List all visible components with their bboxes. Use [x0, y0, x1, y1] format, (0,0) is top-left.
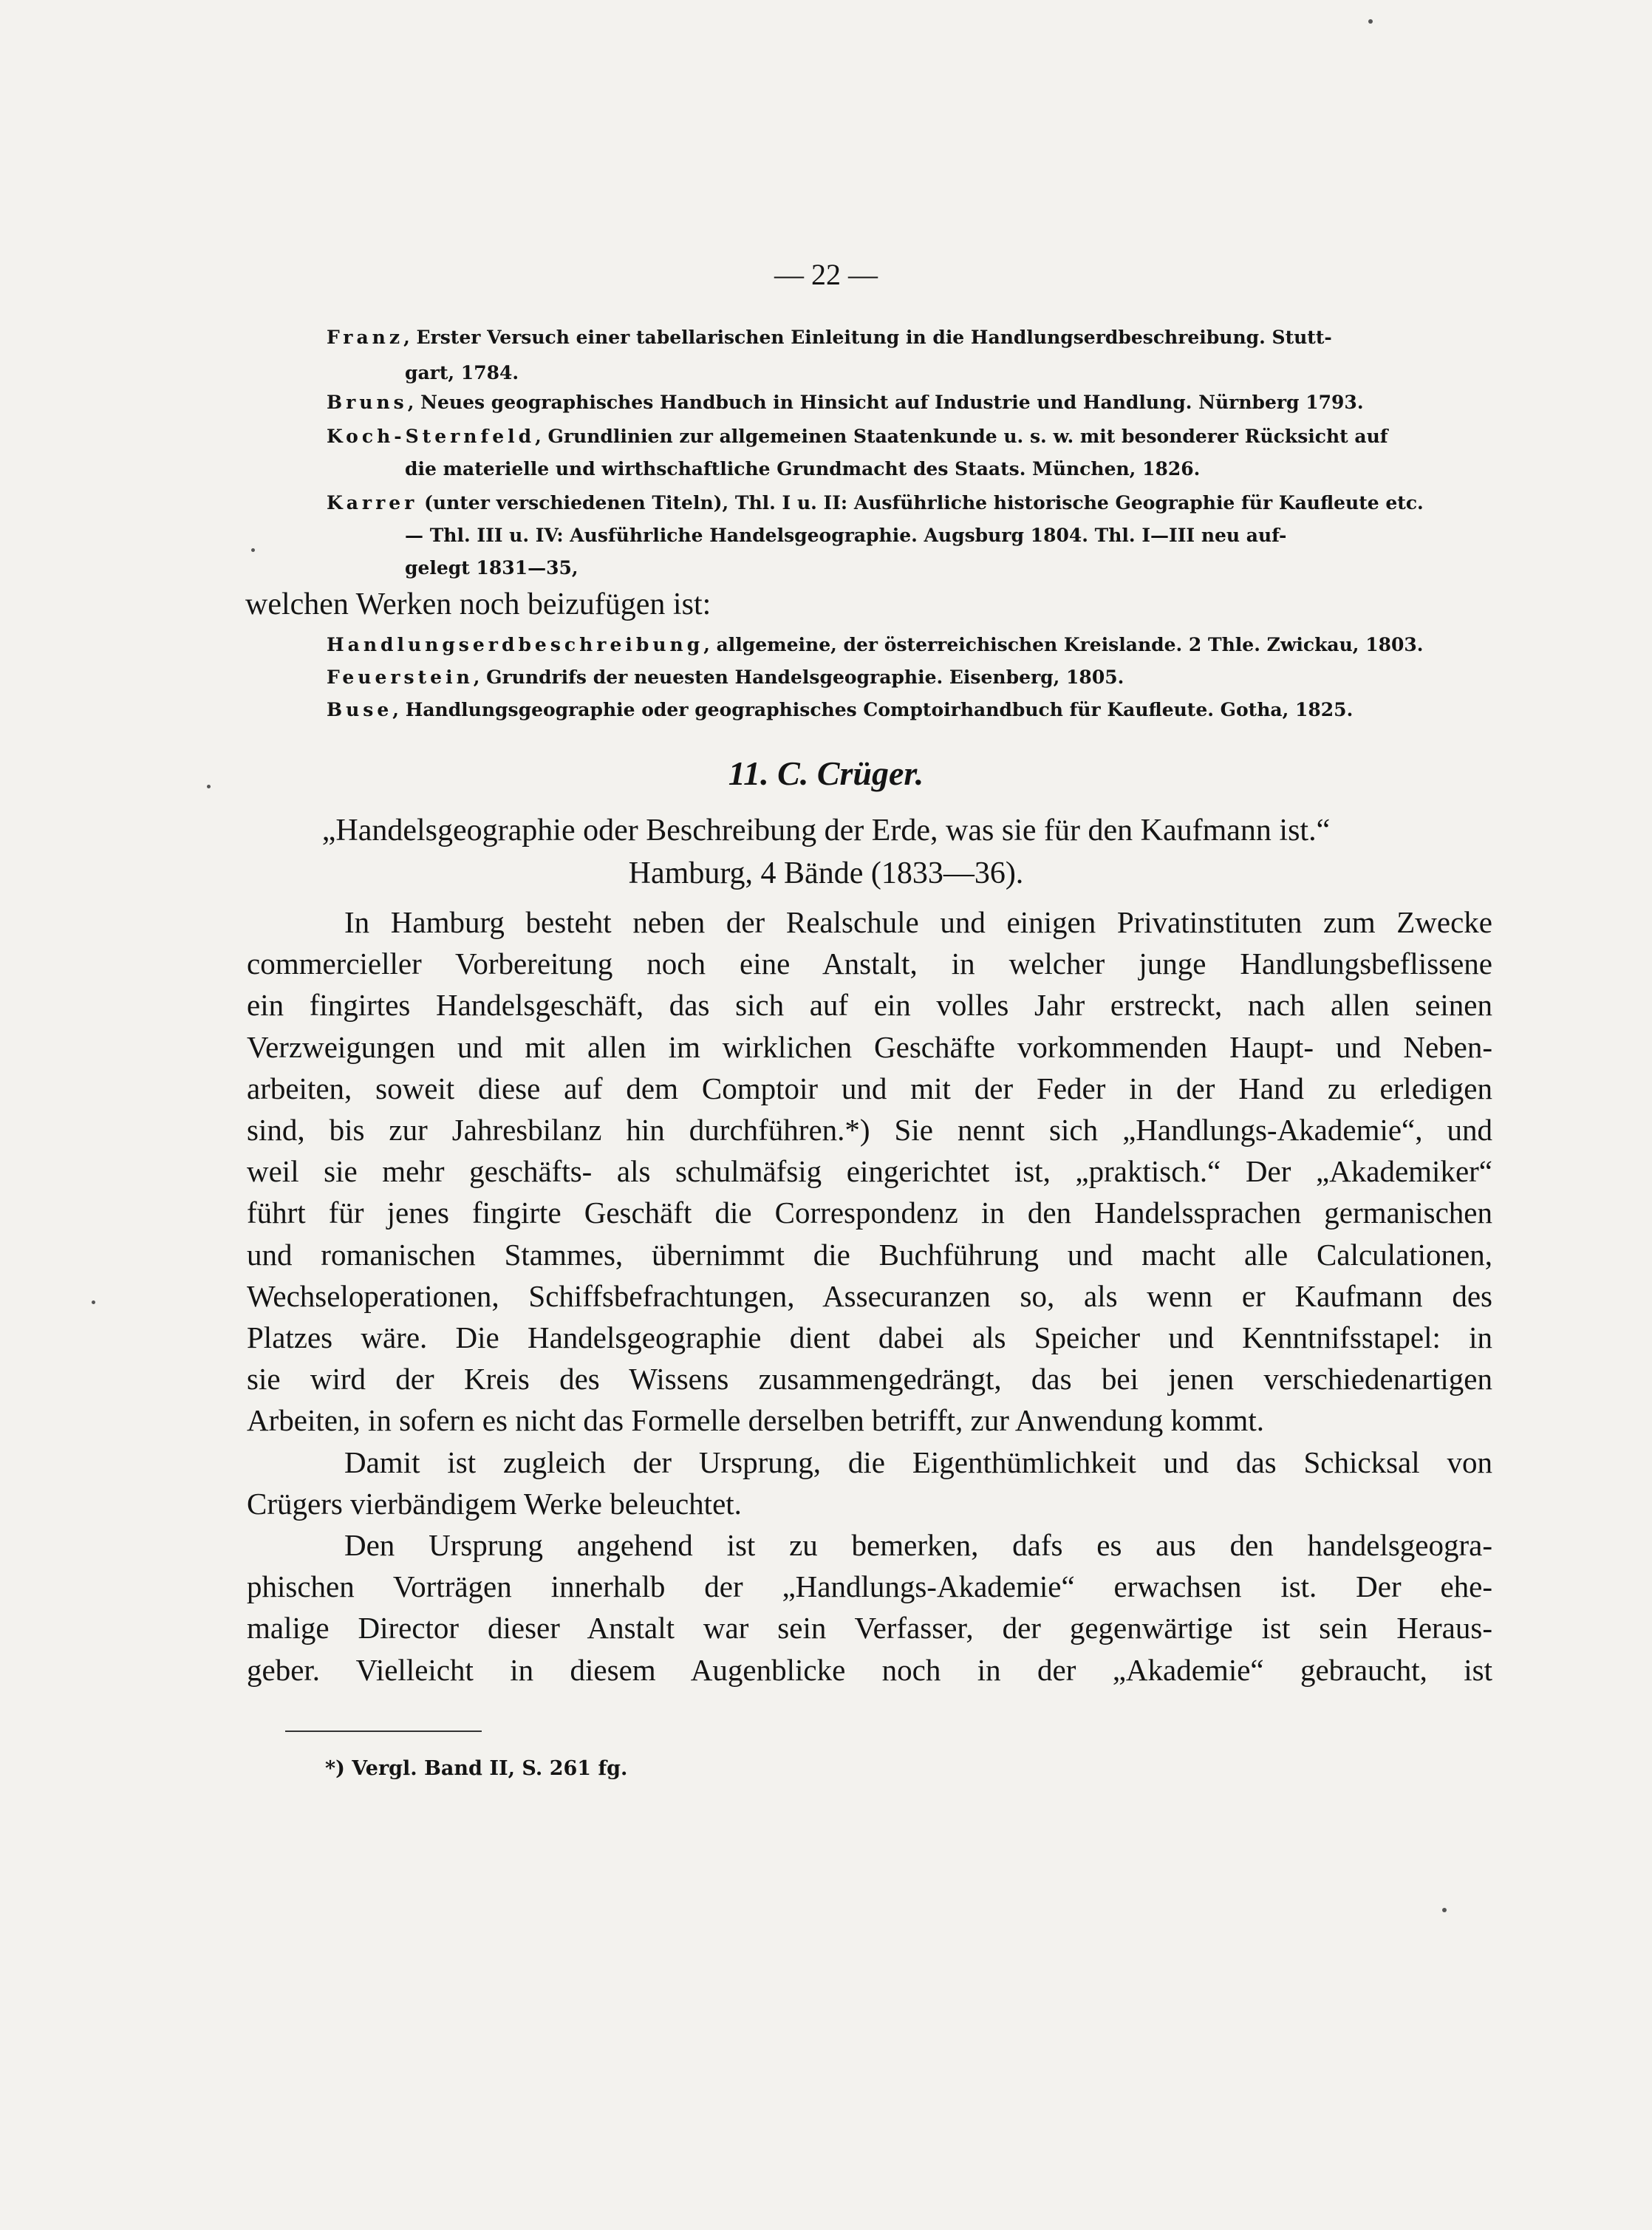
bib-entry-franz: [327, 325, 1509, 350]
text-line: weil sie mehr geschäfts- als schulmäfsig eingerichtet ist, „praktisch.“ Der „Akademiker“: [247, 1154, 1492, 1189]
bib-author: Handlungserdbeschreibung: [327, 634, 704, 655]
bib-entry-handlungserdbeschreibung: [327, 632, 1509, 658]
scan-speck: [251, 548, 255, 552]
text-line: Wechseloperationen, Schiffsbefrachtungen, Assecuranzen so, als wenn er Kaufmann des: [247, 1278, 1492, 1313]
bib-text: , Grundrifs der neuesten Handelsgeographie. Eisenberg, 1805.: [473, 666, 1124, 688]
bib-text: gart, 1784.: [405, 362, 519, 383]
bib-author: Buse: [327, 699, 393, 720]
text-line: Den Ursprung angehend ist zu bemerken, dafs es aus den handelsgeogra-: [344, 1528, 1492, 1563]
bib-entry-karrer-cont1: [405, 523, 1587, 548]
text-line: sie wird der Kreis des Wissens zusammengedrängt, das bei jenen verschiedenartigen: [247, 1362, 1492, 1397]
section-heading: 11. C. Crüger.: [728, 754, 924, 792]
bib-entry-koch-cont: [405, 457, 1587, 482]
text-line: führt für jenes fingirte Geschäft die Correspondenz in den Handelssprachen germanischen: [247, 1196, 1492, 1230]
text-line: Damit ist zugleich der Ursprung, die Eigenthümlichkeit und das Schicksal von: [344, 1445, 1492, 1479]
text-line: phischen Vorträgen innerhalb der „Handlungs-Akademie“ erwachsen ist. Der ehe-: [247, 1569, 1492, 1604]
text-line: In Hamburg besteht neben der Realschule und einigen Privatinstituten zum Zwecke: [344, 905, 1492, 939]
text-line: arbeiten, soweit diese auf dem Comptoir und mit der Feder in der Hand zu erledigen: [247, 1071, 1492, 1105]
paragraph-1: [247, 901, 1492, 1442]
bib-entry-koch: [327, 424, 1509, 449]
scan-speck: [92, 1300, 95, 1304]
bib-text: , Grundlinien zur allgemeinen Staatenkunde u. s. w. mit besonderer Rücksicht auf: [535, 426, 1388, 447]
bib-entry-bruns: [327, 390, 1509, 415]
bib-author: Franz: [327, 327, 404, 348]
text-line: geber. Vielleicht in diesem Augenblicke noch in der „Akademie“ gebraucht, ist: [247, 1652, 1492, 1687]
text-line: Crügers vierbändigem Werke beleuchtet.: [247, 1486, 742, 1521]
text-line: malige Director dieser Anstalt war sein Verfasser, der gegenwärtige ist sein Heraus-: [247, 1611, 1492, 1646]
bib-entry-buse: [327, 698, 1509, 723]
footnote-rule: [285, 1731, 482, 1732]
text-line: und romanischen Stammes, übernimmt die Buchführung und macht alle Calculationen,: [247, 1237, 1492, 1272]
bib-text: , Erster Versuch einer tabellarischen Einleitung in die Handlungserdbeschreibung. Stutt-: [403, 327, 1332, 348]
bib-author: Bruns: [327, 392, 408, 413]
text-line: sind, bis zur Jahresbilanz hin durchführen.*) Sie nennt sich „Handlungs-Akademie“, und: [247, 1113, 1492, 1148]
bib-entry-feuerstein: [327, 665, 1509, 690]
scan-speck: [1442, 1908, 1447, 1912]
paragraph-3: [247, 1524, 1492, 1691]
text-line: Verzweigungen und mit allen im wirklichen Geschäfte vorkommenden Haupt- und Neben-: [247, 1029, 1492, 1064]
page-number: — 22 —: [774, 258, 878, 291]
work-imprint: Hamburg, 4 Bände (1833—36).: [628, 856, 1024, 890]
bib-author: Koch-Sternfeld: [327, 426, 536, 447]
bib-text: , Handlungsgeographie oder geographisches Comptoirhandbuch für Kaufleute. Gotha, 1825.: [392, 699, 1354, 720]
bib-author: Feuerstein: [327, 666, 474, 688]
scan-speck: [207, 785, 211, 788]
footnote: *) Vergl. Band II, S. 261 fg.: [325, 1757, 628, 1780]
bib-entry-karrer-cont2: [405, 556, 1587, 581]
work-title: „Handelsgeographie oder Beschreibung der Erde, was sie für den Kaufmann ist.“: [321, 814, 1331, 848]
text-line: commercieller Vorbereitung noch eine Anstalt, in welcher junge Handlungsbeflissene: [247, 947, 1492, 981]
text-line: Platzes wäre. Die Handelsgeographie dient dabei als Speicher und Kenntnifsstapel: in: [247, 1320, 1492, 1355]
bib-text: die materielle und wirthschaftliche Grundmacht des Staats. München, 1826.: [405, 458, 1201, 480]
bib-entry-karrer: [327, 491, 1509, 516]
scan-speck: [1368, 19, 1373, 24]
paragraph-2: [247, 1442, 1492, 1524]
body-text: [247, 901, 1492, 1691]
bib-text: (unter verschiedenen Titeln), Thl. I u. II: Ausführliche historische Geographie für Kaufleute etc.: [417, 492, 1424, 514]
bib-text: gelegt 1831—35,: [405, 557, 578, 579]
bib-entry-franz-cont: [405, 361, 1587, 386]
text-line: Arbeiten, in sofern es nicht das Formelle derselben betrifft, zur Anwendung kommt.: [247, 1403, 1264, 1438]
text-line: ein fingirtes Handelsgeschäft, das sich auf ein volles Jahr erstreckt, nach allen seinen: [247, 988, 1492, 1023]
bib-text: , allgemeine, der österreichischen Kreislande. 2 Thle. Zwickau, 1803.: [703, 634, 1424, 655]
transition-line: welchen Werken noch beizufügen ist:: [245, 587, 711, 621]
bib-text: , Neues geographisches Handbuch in Hinsicht auf Industrie und Handlung. Nürnberg 1793.: [407, 392, 1364, 413]
bib-text: — Thl. III u. IV: Ausführliche Handelsgeographie. Augsburg 1804. Thl. I—III neu auf-: [405, 525, 1287, 546]
bib-author: Karrer: [327, 492, 418, 514]
